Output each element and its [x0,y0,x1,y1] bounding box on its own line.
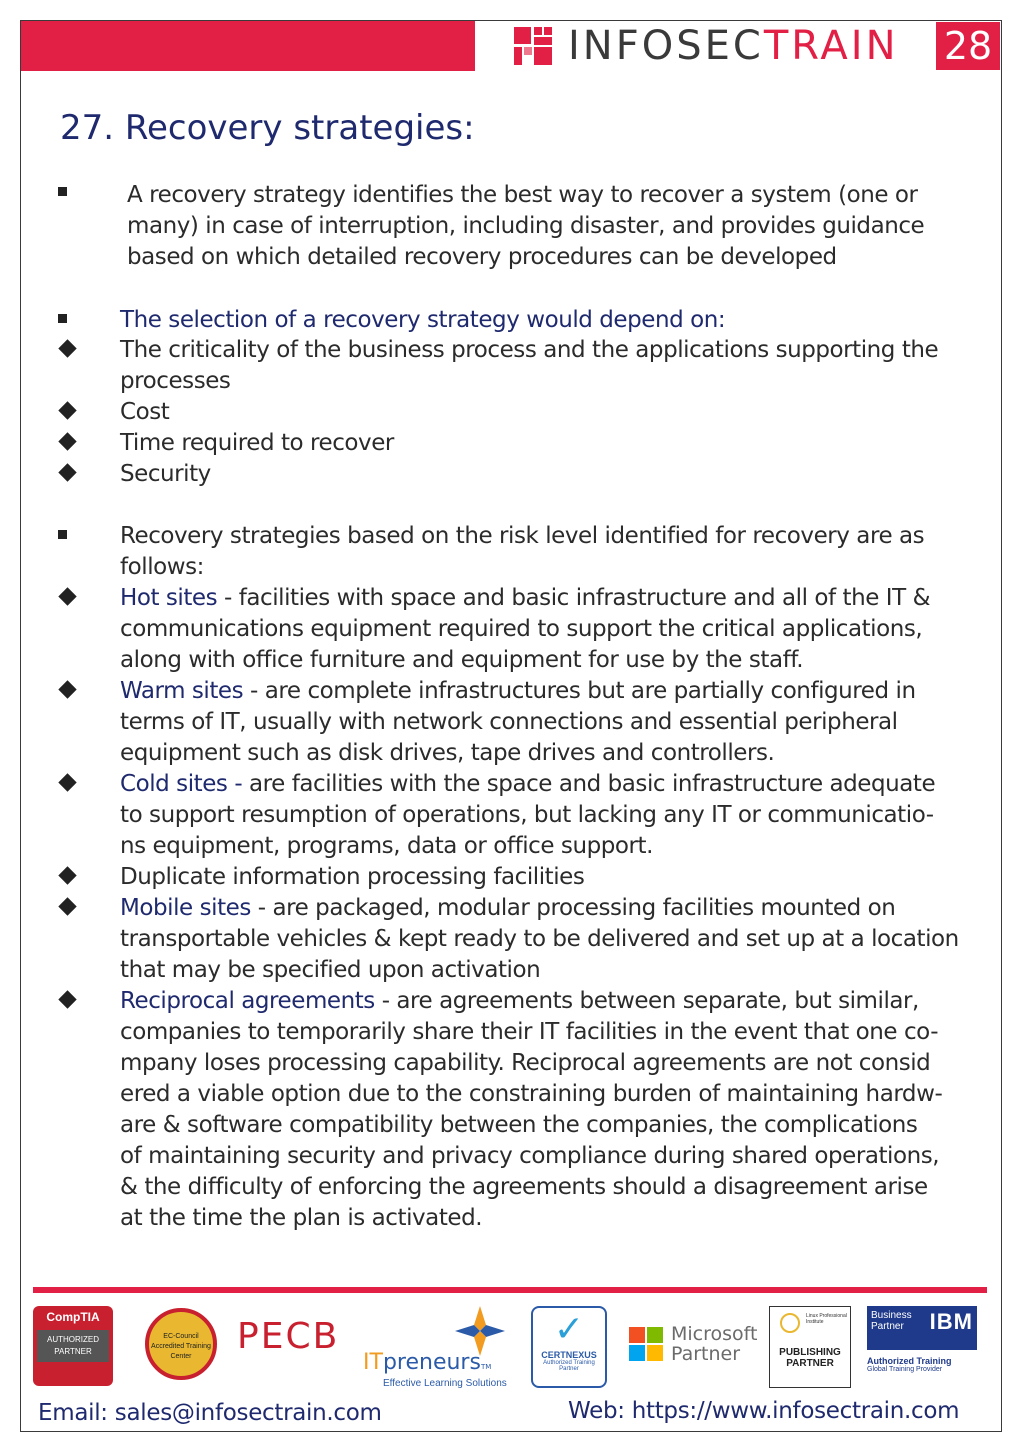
term-hot-sites: Hot sites [120,585,218,611]
microsoft-text: Microsoft [671,1323,758,1345]
text-line: mpany loses processing capability. Reciprocal agreements are not consid [120,1050,931,1076]
infosectrain-logo [514,23,899,69]
ibm-wordmark: IBM [929,1309,973,1334]
text-line: Cost [120,399,170,425]
itpreneurs-rest: preneurs [382,1350,481,1375]
text-line: along with office furniture and equipment for use by the staff. [120,647,804,673]
text-line: A recovery strategy identifies the best way to recover a system (one or [127,182,918,208]
term-mobile-sites: Mobile sites [120,895,251,921]
itpreneurs-tagline: Effective Learning Solutions [383,1378,507,1389]
text-line: many) in case of interruption, including disaster, and provides guidance [127,213,925,239]
text-span: - are agreements between separate, but similar, [374,988,919,1014]
square-bullet-icon [58,314,67,323]
text-span: are facilities with the space and basic infrastructure adequate [242,771,936,797]
text-line: follows: [120,554,204,580]
text-line: transportable vehicles & kept ready to be delivered and set up at a location [120,926,959,952]
ibm-logo [867,1306,987,1388]
text-line: equipment such as disk drives, tape drives and controllers. [120,740,775,766]
microsoft-grid-icon [629,1327,663,1361]
text-line [120,893,895,924]
square-bullet-icon [58,530,67,539]
square-bullet-icon [58,187,67,196]
partner-logos [33,1304,987,1392]
partner-text: Partner [671,1343,741,1365]
text-line: & the difficulty of enforcing the agreements should a disagreement arise [120,1174,928,1200]
ibm-business-partner: Business Partner [871,1310,912,1332]
text-line: Security [120,461,211,487]
text-line: that may be specified upon activation [120,957,541,983]
text-line: The criticality of the business process and the applications supporting the [120,337,939,363]
ibm-authorized-training: Authorized Training [867,1356,952,1366]
comptia-logo [33,1306,113,1386]
itpreneurs-tm: TM [480,1363,492,1371]
page-number: 28 [936,22,1000,70]
text-span: - are packaged, modular processing facilities mounted on [250,895,896,921]
text-line [120,769,935,800]
footer-website: Web: https://www.infosectrain.com [568,1398,960,1424]
logo-word-train: TRAIN [763,23,899,69]
text-line: terms of IT, usually with network connections and essential peripheral [120,709,898,735]
text-line [120,583,930,614]
text-line: are & software compatibility between the companies, the complications [120,1112,918,1138]
microsoft-partner-logo [629,1324,757,1364]
itpreneurs-logo [361,1306,521,1390]
microsoft-partner-text [671,1324,757,1364]
text-line: Recovery strategies based on the risk level identified for recovery are as [120,523,925,549]
checkmark-icon: ✓ [553,1308,585,1349]
term-cold-sites: Cold sites - [120,771,243,797]
text-span: - facilities with space and basic infrastructure and all of the IT & [217,585,931,611]
itpreneurs-wordmark [363,1350,491,1375]
ibm-global-provider: Global Training Provider [867,1366,943,1373]
lpi-logo [769,1306,851,1388]
infosectrain-logo-mark-icon [514,27,552,65]
logo-word-infosec: INFOSEC [568,23,764,69]
lpi-publishing-partner: PUBLISHING PARTNER [779,1347,841,1369]
lpi-circle-icon [780,1313,800,1333]
certnexus-name: CERTNEXUS [541,1350,597,1360]
text-line: based on which detailed recovery procedures can be developed [127,244,837,270]
footer-email: Email: sales@infosectrain.com [38,1400,382,1426]
ibm-business-partner-box [867,1306,977,1350]
text-line: companies to temporarily share their IT facilities in the event that one co- [120,1019,939,1045]
lpi-name: Linux Professional Institute [806,1313,847,1325]
text-line: of maintaining security and privacy compliance during shared operations, [120,1143,940,1169]
text-line-heading: The selection of a recovery strategy would depend on: [120,307,726,333]
eccouncil-logo [133,1304,229,1388]
term-reciprocal-agreements: Reciprocal agreements [120,988,375,1014]
comptia-badge: AUTHORIZED PARTNER [37,1330,109,1362]
text-line [120,676,916,707]
certnexus-logo [531,1306,607,1388]
term-warm-sites: Warm sites [120,678,244,704]
text-line: processes [120,368,231,394]
comptia-name: CompTIA [46,1310,100,1324]
text-line: Duplicate information processing facilities [120,864,585,890]
section-title: 27. Recovery strategies: [60,108,475,148]
text-line: ered a viable option due to the constraining burden of maintaining hardw- [120,1081,943,1107]
text-line: to support resumption of operations, but lacking any IT or communicatio- [120,802,934,828]
text-span: - are complete infrastructures but are partially configured in [243,678,916,704]
eccouncil-seal-icon: EC-Council Accredited Training Center [145,1308,217,1380]
certnexus-sub: Authorized Training Partner [543,1360,595,1372]
header-red-band [21,21,475,71]
itpreneurs-it: IT [363,1350,383,1375]
text-line: ns equipment, programs, data or office support. [120,833,653,859]
text-line: Time required to recover [120,430,394,456]
logo-wordmark [568,23,899,69]
text-line: communications equipment required to support the critical applications, [120,616,923,642]
itpreneurs-star-icon [455,1306,505,1356]
footer-divider [33,1287,987,1293]
text-line: at the time the plan is activated. [120,1205,483,1231]
pecb-logo: PECB [237,1316,340,1357]
text-line [120,986,919,1017]
